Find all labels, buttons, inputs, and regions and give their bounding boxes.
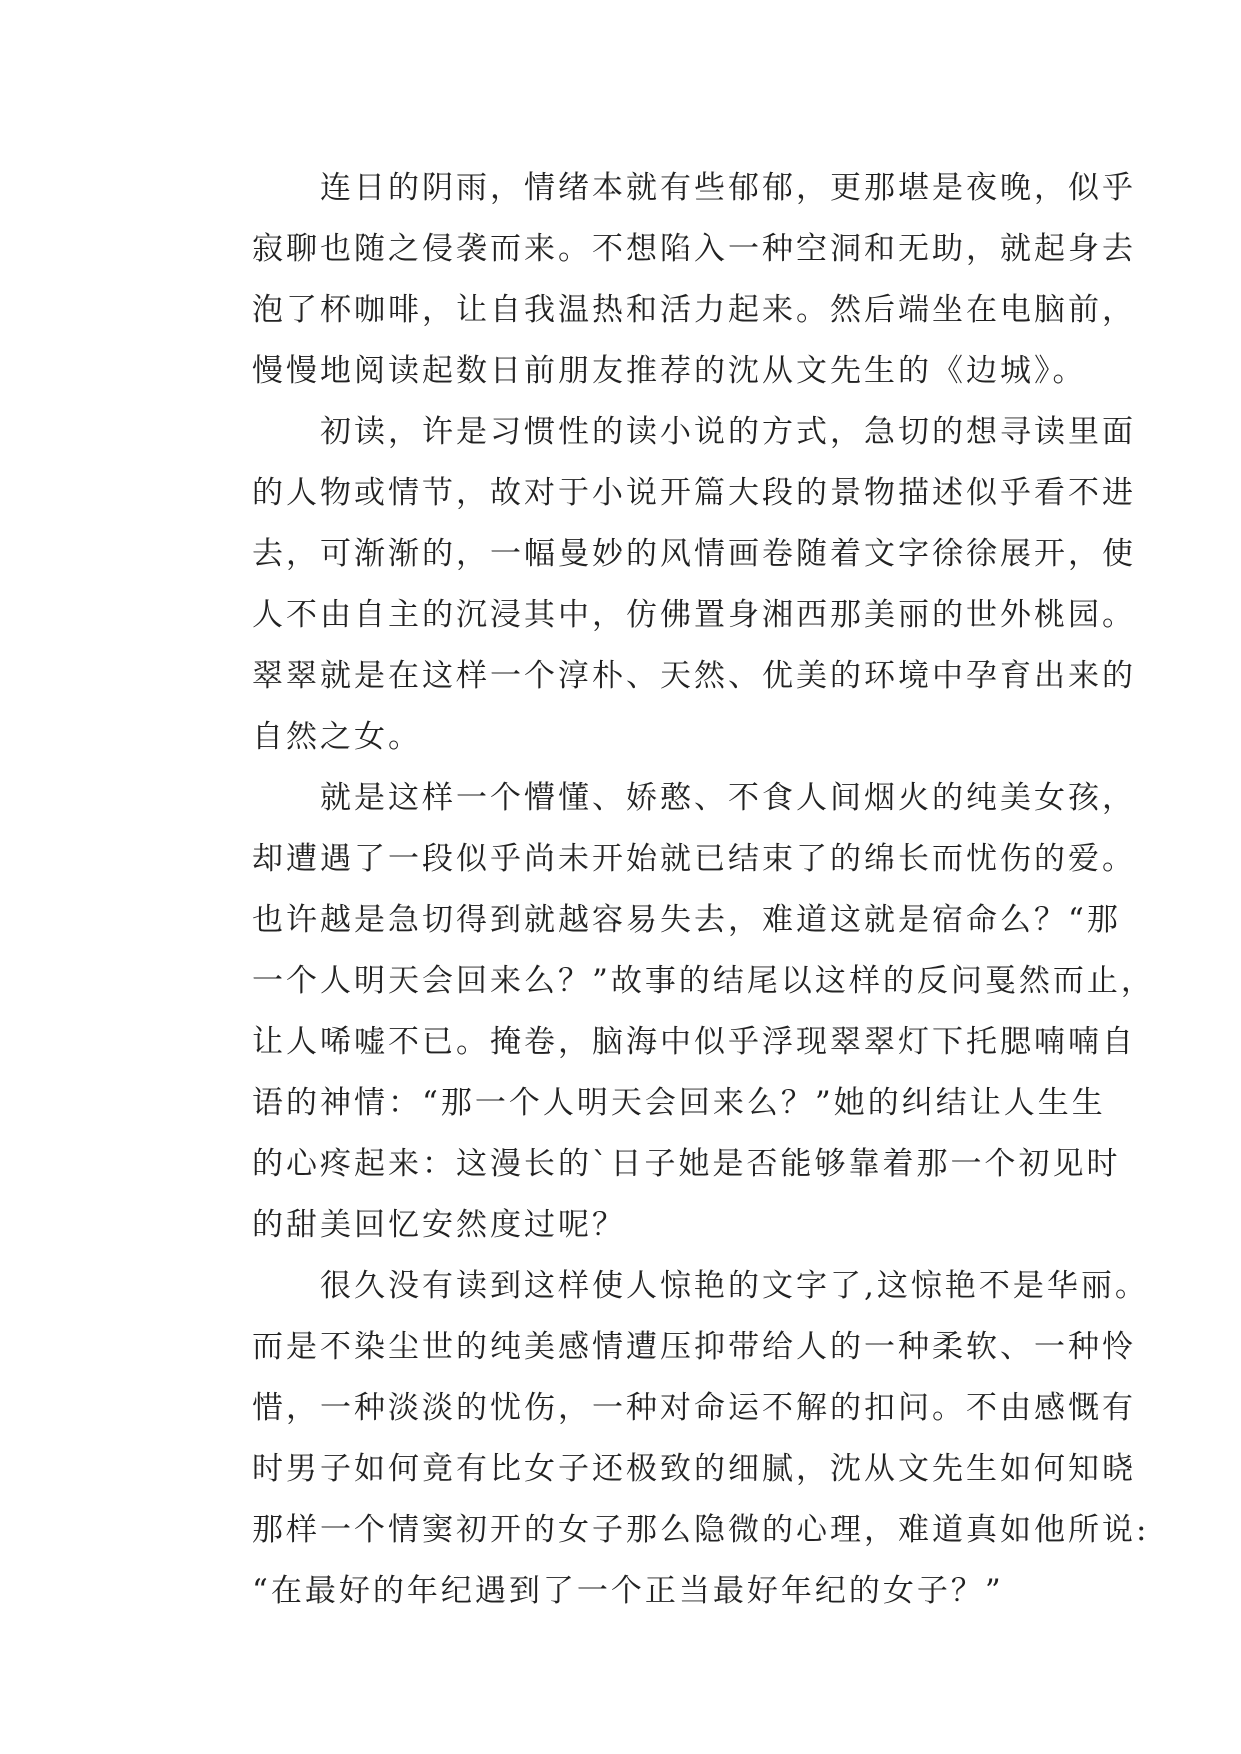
text-line: 去，可渐渐的，一幅曼妙的风情画卷随着文字徐徐展开，使 [252,536,1136,572]
text-line: 自然之女。 [252,719,422,755]
text-line: 却遭遇了一段似乎尚未开始就已结束了的绵长而忧伤的爱。 [252,841,1136,877]
article-body [190,158,1155,1622]
text-line: 让人唏嘘不已。掩卷，脑海中似乎浮现翠翠灯下托腮喃喃自 [252,1024,1136,1060]
text-line: 泡了杯咖啡，让自我温热和活力起来。然后端坐在电脑前， [252,292,1136,328]
text-line: 惜，一种淡淡的忧伤，一种对命运不解的扣问。不由感慨有 [252,1390,1136,1426]
text-line: 慢慢地阅读起数日前朋友推荐的沈从文先生的《边城》。 [252,353,1087,389]
text-line: 寂聊也随之侵袭而来。不想陷入一种空洞和无助，就起身去 [252,231,1136,267]
text-line: 时男子如何竟有比女子还极致的细腻，沈从文先生如何知晓 [252,1451,1136,1487]
text-line: 很久没有读到这样使人惊艳的文字了,这惊艳不是华丽。 [320,1268,1149,1304]
paragraph-1 [190,158,1136,402]
paragraph-3 [190,768,1155,1256]
text-line: 的人物或情节，故对于小说开篇大段的景物描述似乎看不进 [252,475,1136,511]
text-line: 而是不染尘世的纯美感情遭压抑带给人的一种柔软、一种怜 [252,1329,1136,1365]
paragraph-2 [190,402,1136,768]
text-line: 人不由自主的沉浸其中，仿佛置身湘西那美丽的世外桃园。 [252,597,1136,633]
paragraph-4 [190,1256,1150,1622]
text-line: 一个人明天会回来么？”故事的结尾以这样的反问戛然而止， [252,963,1155,999]
text-line: 也许越是急切得到就越容易失去，难道这就是宿命么？“那 [252,902,1121,938]
text-line: 翠翠就是在这样一个淳朴、天然、优美的环境中孕育出来的 [252,658,1136,694]
text-line: “在最好的年纪遇到了一个正当最好年纪的女子？” [252,1573,1004,1609]
text-line: 的心疼起来：这漫长的`日子她是否能够靠着那一个初见时 [252,1146,1121,1182]
text-line: 连日的阴雨，情绪本就有些郁郁，更那堪是夜晚，似乎 [320,170,1136,206]
text-line: 初读，许是习惯性的读小说的方式，急切的想寻读里面 [320,414,1136,450]
text-line: 就是这样一个懵懂、娇憨、不食人间烟火的纯美女孩， [320,780,1136,816]
text-line: 语的神情：“那一个人明天会回来么？”她的纠结让人生生 [252,1085,1106,1121]
text-line: 那样一个情窦初开的女子那么隐微的心理，难道真如他所说: [252,1512,1150,1548]
text-line: 的甜美回忆安然度过呢？ [252,1207,626,1243]
